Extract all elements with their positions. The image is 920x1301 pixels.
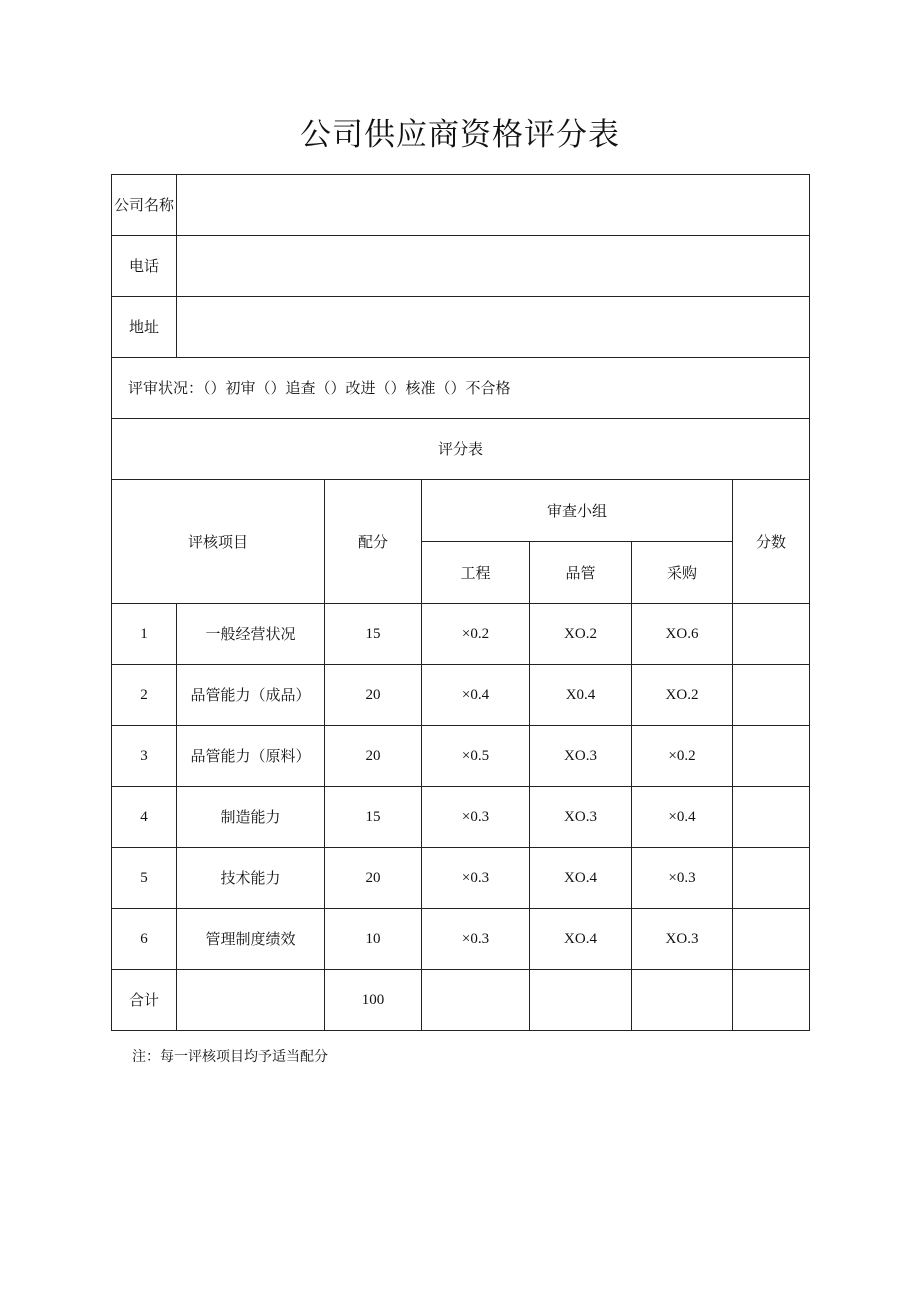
row-weight: 10 xyxy=(325,909,422,970)
row-quality: XO.3 xyxy=(530,787,632,848)
row-procurement: ×0.4 xyxy=(632,787,733,848)
row-engineering: ×0.3 xyxy=(422,909,530,970)
row-weight: 20 xyxy=(325,726,422,787)
row-weight: 15 xyxy=(325,604,422,665)
row-number: 4 xyxy=(112,787,177,848)
row-score[interactable] xyxy=(733,848,810,909)
row-number: 2 xyxy=(112,665,177,726)
row-item: 制造能力 xyxy=(177,787,325,848)
score-section-row xyxy=(112,419,810,480)
row-weight: 20 xyxy=(325,848,422,909)
total-procurement[interactable] xyxy=(632,970,733,1031)
review-status: 评审状况：（）初审（）追查（）改进（）核准（）不合格 xyxy=(112,358,810,419)
header-weight: 配分 xyxy=(325,480,422,604)
row-engineering: ×0.5 xyxy=(422,726,530,787)
row-number: 1 xyxy=(112,604,177,665)
address-row xyxy=(112,297,810,358)
phone-row xyxy=(112,236,810,297)
company-row xyxy=(112,175,810,236)
row-procurement: ×0.2 xyxy=(632,726,733,787)
row-number: 3 xyxy=(112,726,177,787)
row-procurement: ×0.3 xyxy=(632,848,733,909)
total-row xyxy=(112,970,810,1031)
row-item: 技术能力 xyxy=(177,848,325,909)
footnote: 注：每一评核项目均予适当配分 xyxy=(132,1049,328,1065)
row-weight: 20 xyxy=(325,665,422,726)
page-title: 公司供应商资格评分表 xyxy=(300,117,620,153)
header-quality: 品管 xyxy=(530,542,632,604)
table-row xyxy=(112,787,810,848)
row-engineering: ×0.3 xyxy=(422,848,530,909)
header-engineering: 工程 xyxy=(422,542,530,604)
row-item: 品管能力（成品） xyxy=(177,665,325,726)
row-quality: X0.4 xyxy=(530,665,632,726)
table-row xyxy=(112,665,810,726)
header-row-1 xyxy=(112,480,810,542)
address-label: 地址 xyxy=(112,297,177,358)
score-section-title: 评分表 xyxy=(112,419,810,480)
phone-label: 电话 xyxy=(112,236,177,297)
row-score[interactable] xyxy=(733,726,810,787)
row-score[interactable] xyxy=(733,787,810,848)
table-row xyxy=(112,726,810,787)
total-item-blank xyxy=(177,970,325,1031)
total-score[interactable] xyxy=(733,970,810,1031)
header-review-group: 审查小组 xyxy=(422,480,733,542)
total-label: 合计 xyxy=(112,970,177,1031)
row-weight: 15 xyxy=(325,787,422,848)
row-score[interactable] xyxy=(733,909,810,970)
table-row xyxy=(112,848,810,909)
header-score: 分数 xyxy=(733,480,810,604)
company-field[interactable] xyxy=(177,175,810,236)
total-quality[interactable] xyxy=(530,970,632,1031)
row-quality: XO.4 xyxy=(530,848,632,909)
row-number: 6 xyxy=(112,909,177,970)
row-procurement: XO.6 xyxy=(632,604,733,665)
company-label: 公司名称 xyxy=(112,175,177,236)
row-score[interactable] xyxy=(733,665,810,726)
table-row xyxy=(112,604,810,665)
row-procurement: XO.2 xyxy=(632,665,733,726)
row-item: 一般经营状况 xyxy=(177,604,325,665)
row-quality: XO.3 xyxy=(530,726,632,787)
row-engineering: ×0.2 xyxy=(422,604,530,665)
row-item: 品管能力（原料） xyxy=(177,726,325,787)
review-status-row xyxy=(112,358,810,419)
total-engineering[interactable] xyxy=(422,970,530,1031)
total-weight: 100 xyxy=(325,970,422,1031)
row-quality: XO.4 xyxy=(530,909,632,970)
row-engineering: ×0.3 xyxy=(422,787,530,848)
row-quality: XO.2 xyxy=(530,604,632,665)
header-procurement: 采购 xyxy=(632,542,733,604)
table-row xyxy=(112,909,810,970)
supplier-score-table xyxy=(111,174,810,1031)
row-procurement: XO.3 xyxy=(632,909,733,970)
address-field[interactable] xyxy=(177,297,810,358)
row-number: 5 xyxy=(112,848,177,909)
header-item: 评核项目 xyxy=(112,480,325,604)
row-item: 管理制度绩效 xyxy=(177,909,325,970)
row-score[interactable] xyxy=(733,604,810,665)
row-engineering: ×0.4 xyxy=(422,665,530,726)
phone-field[interactable] xyxy=(177,236,810,297)
